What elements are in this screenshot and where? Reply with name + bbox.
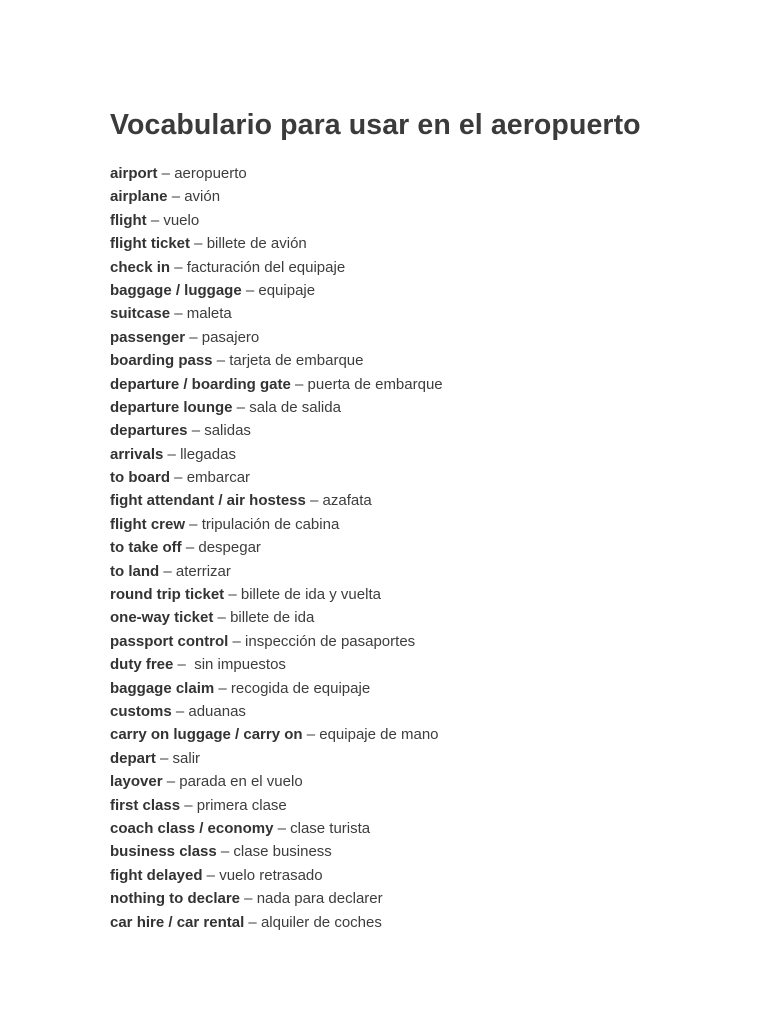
english-term: arrivals [110, 445, 164, 463]
vocabulary-entry [110, 256, 768, 279]
dash-separator: – [290, 375, 308, 393]
spanish-translation: equipaje de mano [319, 726, 439, 744]
vocabulary-entry [110, 747, 768, 770]
english-term: baggage / luggage [110, 281, 242, 299]
vocabulary-entry [110, 419, 768, 442]
spanish-translation: equipaje [258, 281, 316, 299]
english-term: first class [110, 796, 181, 814]
spanish-translation: embarcar [186, 469, 251, 487]
vocabulary-entry [110, 466, 768, 489]
dash-separator: – [212, 352, 230, 370]
vocabulary-list [110, 162, 768, 934]
spanish-translation: vuelo [163, 211, 200, 229]
english-term: airplane [110, 188, 168, 206]
english-term: depart [110, 749, 156, 767]
english-term: passport control [110, 632, 229, 650]
vocabulary-entry [110, 887, 768, 910]
spanish-translation: alquiler de coches [260, 913, 382, 931]
vocabulary-entry [110, 489, 768, 512]
dash-separator: – [240, 890, 257, 908]
vocabulary-entry [110, 513, 768, 536]
dash-separator: – [180, 796, 197, 814]
dash-separator: – [190, 235, 207, 253]
vocabulary-entry [110, 794, 768, 817]
english-term: to board [110, 469, 170, 487]
dash-separator: – [213, 609, 231, 627]
spanish-translation: salir [172, 749, 201, 767]
vocabulary-entry [110, 630, 768, 653]
vocabulary-entry [110, 279, 768, 302]
english-term: fight delayed [110, 866, 203, 884]
spanish-translation: primera clase [196, 796, 287, 814]
spanish-translation: tarjeta de embarque [229, 352, 364, 370]
vocabulary-entry [110, 817, 768, 840]
english-term: departure / boarding gate [110, 375, 291, 393]
dash-separator: – [187, 422, 205, 440]
dash-separator: – [224, 586, 241, 604]
spanish-translation: azafata [322, 492, 372, 510]
dash-separator: – [185, 328, 202, 346]
vocabulary-entry [110, 536, 768, 559]
dash-separator: – [167, 188, 185, 206]
spanish-translation: tripulación de cabina [201, 515, 340, 533]
spanish-translation: billete de ida y vuelta [240, 586, 381, 604]
english-term: round trip ticket [110, 586, 225, 604]
dash-separator: – [170, 469, 187, 487]
english-term: flight ticket [110, 235, 191, 253]
spanish-translation: llegadas [180, 445, 236, 463]
vocabulary-entry [110, 560, 768, 583]
english-term: boarding pass [110, 352, 213, 370]
spanish-translation: facturación del equipaje [186, 258, 346, 276]
dash-separator: – [214, 679, 231, 697]
dash-separator: – [305, 492, 323, 510]
spanish-translation: parada en el vuelo [179, 773, 303, 791]
english-term: airport [110, 165, 158, 182]
spanish-translation: clase business [233, 843, 332, 861]
vocabulary-entry [110, 840, 768, 863]
english-term: passenger [110, 328, 186, 346]
english-term: departure lounge [110, 398, 233, 416]
dash-separator: – [302, 726, 320, 744]
spanish-translation: salidas [204, 422, 251, 440]
dash-separator: – [163, 445, 181, 463]
vocabulary-entry [110, 209, 768, 232]
dash-separator: – [273, 819, 291, 837]
vocabulary-entry [110, 770, 768, 793]
dash-separator: – [146, 211, 164, 229]
spanish-translation: maleta [186, 305, 232, 323]
vocabulary-entry [110, 653, 768, 676]
vocabulary-entry [110, 349, 768, 372]
dash-separator: – [159, 562, 176, 580]
english-term: carry on luggage / carry on [110, 726, 303, 744]
spanish-translation: despegar [198, 539, 261, 557]
dash-separator: – [171, 702, 189, 720]
spanish-translation: avión [184, 188, 221, 206]
english-term: to take off [110, 539, 182, 557]
vocabulary-entry [110, 232, 768, 255]
spanish-translation: sala de salida [249, 398, 341, 416]
english-term: layover [110, 773, 163, 791]
spanish-translation: recogida de equipaje [230, 679, 371, 697]
english-term: business class [110, 843, 217, 861]
spanish-translation: aduanas [188, 702, 246, 720]
english-term: one-way ticket [110, 609, 214, 627]
dash-separator: – [181, 539, 199, 557]
english-term: car hire / car rental [110, 913, 245, 931]
vocabulary-entry [110, 373, 768, 396]
dash-separator: – [228, 632, 246, 650]
spanish-translation: billete de avión [206, 235, 307, 253]
dash-separator: – [157, 165, 175, 182]
spanish-translation: aterrizar [175, 562, 231, 580]
spanish-translation: clase turista [290, 819, 371, 837]
english-term: duty free [110, 656, 174, 674]
dash-separator: – [202, 866, 220, 884]
spanish-translation: sin impuestos [194, 656, 286, 674]
vocabulary-entry [110, 583, 768, 606]
english-term: flight [110, 211, 147, 229]
dash-separator: – [241, 281, 259, 299]
english-term: customs [110, 702, 172, 720]
english-term: departures [110, 422, 188, 440]
vocabulary-entry [110, 396, 768, 419]
vocabulary-entry [110, 864, 768, 887]
dash-separator: – [155, 749, 173, 767]
vocabulary-entry [110, 326, 768, 349]
spanish-translation: aeropuerto [174, 165, 247, 182]
english-term: suitcase [110, 305, 171, 323]
dash-separator: – [170, 305, 187, 323]
vocabulary-entry [110, 700, 768, 723]
spanish-translation: nada para declarer [256, 890, 383, 908]
dash-separator: – [244, 913, 261, 931]
english-term: baggage claim [110, 679, 215, 697]
english-term: coach class / economy [110, 819, 274, 837]
english-term: check in [110, 258, 171, 276]
spanish-translation: pasajero [201, 328, 260, 346]
vocabulary-entry [110, 185, 768, 208]
vocabulary-entry [110, 606, 768, 629]
vocabulary-entry [110, 302, 768, 325]
dash-separator: – [170, 258, 187, 276]
page-title: Vocabulario para usar en el aeropuerto [110, 109, 641, 141]
vocabulary-entry [110, 723, 768, 746]
dash-separator: – [232, 398, 250, 416]
dash-separator: – [173, 656, 195, 674]
spanish-translation: puerta de embarque [307, 375, 443, 393]
english-term: to land [110, 562, 160, 580]
vocabulary-entry [110, 162, 768, 185]
spanish-translation: inspección de pasaportes [245, 632, 416, 650]
english-term: flight crew [110, 515, 186, 533]
vocabulary-entry [110, 443, 768, 466]
dash-separator: – [162, 773, 180, 791]
dash-separator: – [185, 515, 202, 533]
spanish-translation: vuelo retrasado [219, 866, 323, 884]
vocabulary-entry [110, 677, 768, 700]
english-term: nothing to declare [110, 890, 241, 908]
english-term: fight attendant / air hostess [110, 492, 306, 510]
dash-separator: – [216, 843, 234, 861]
vocabulary-entry [110, 911, 768, 934]
spanish-translation: billete de ida [230, 609, 315, 627]
